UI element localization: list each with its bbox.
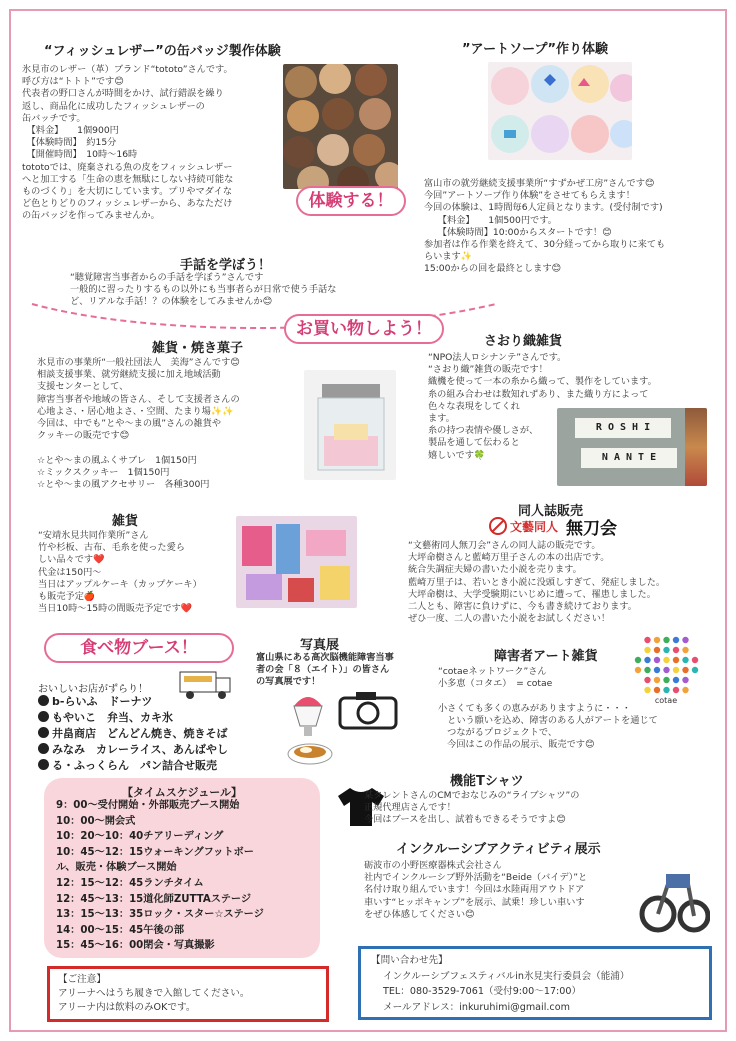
text-line: ものづくり」を大切にしています。プリやマダイな [22,186,233,198]
cotae-dot [663,637,669,643]
text-line: 支援センターとして、 [37,381,129,393]
text-line: “NPO法人ロシナンテ”さんです。 [428,352,567,363]
text-line: 織機を使って一本の糸から織って、製作をしています。 [428,376,657,388]
curry-icon [286,734,334,766]
notice-box [47,966,329,1022]
food-item-label: る・ふっくらん パン詰合せ販売 [52,759,217,772]
fish-badges-photo [283,64,398,189]
fish-title: “フィッシュレザー”の缶バッジ製作体験 [44,44,281,59]
text-line: 当日10時〜15時の間販売予定です❤️ [38,603,193,615]
text-line: つながるプロジェクトで、 [438,727,558,738]
text-line: 製品を通して伝わると [428,437,520,449]
text-line: 相談支援事業、就労継続支援に加え地域活動 [37,369,221,381]
text-line: 糸の組み合わせは数知れずあり、また織り方によって [428,388,649,400]
food-item [38,758,298,774]
notice-line-1: アリーナへはうち履きで入館してください。 [58,988,250,999]
text-line: 代表者の野口さんが時間をかけ、試行錯誤を繰り [22,88,224,100]
text-line: 大坪命樹は、大学受験期にいじめに遭って、罹患しました。 [408,588,656,600]
text-line: 社内でインクルーシブ野外活動を“Beide（バイデ）”と [364,872,588,884]
text-line: 大坪命樹さんと藍崎万里子さんの本の出店です。 [408,552,610,564]
cotae-dot [682,647,688,653]
text-line: という願いを込め、障害のある人がアートを通じて [438,714,658,726]
wheelchair-icon [638,864,710,934]
text-line: しい品々です❤️ [38,554,105,566]
taiken-badge: 体験する！ [296,186,406,216]
inclusive-title: インクルーシブアクティビティ展示 [396,842,601,857]
food-badge: 食べ物ブース！ [44,633,234,663]
cotae-dot [682,637,688,643]
cotae-dot [644,637,650,643]
schedule-row: ル、販売・体験ブース開始 [56,862,177,874]
no-symbol-icon [488,516,508,536]
bullet-icon [38,695,49,706]
cotae-dot [673,657,679,663]
text-line: へと加工する「生命の恵を無駄にしない持続可能な [22,173,234,185]
text-line: 嬉しいです🍀 [428,449,486,461]
cookie-jar-photo [304,370,396,480]
text-line: 15:00からの回を最終とします😊 [424,263,562,275]
shuwa-title: 手話を学ぼう！ [180,258,272,273]
text-line: クッキーの販売です😊 [37,430,130,442]
zakka2-text [38,530,266,615]
soap-title: ”アートソープ”作り体験 [462,42,609,57]
text-line: 今回は、中でも”とや〜まの風”さんの雑貨や [37,418,222,430]
text-line: ぜひ一度、二人の書いた小説をお試しください！ [408,613,611,625]
inclusive-text [364,860,644,921]
text-line: ☆とや〜まの風ふくサブレ 1個150円 [37,454,197,466]
text-line: 色々な表現をしてくれ [428,400,520,412]
text-line: “cotaeネットワーク”さん [438,666,547,677]
schedule-row: 10：45〜12：15ウォーキングフットボー [56,846,254,858]
text-line: “安靖氷見共同作業所”さん [38,530,149,541]
tshirt-text [364,790,644,827]
logo-text: 文藝同人 [510,520,559,534]
cotae-dot [673,637,679,643]
cotae-dot [654,637,660,643]
text-line: 富山市の就労継続支援事業所“すずかぜ工房”さんです😊 [424,178,655,189]
doujin-text [408,540,718,625]
fish-text [22,64,284,223]
food-item [38,742,298,758]
text-line: “文藝術同人無刀会”さんの同人誌の販売です。 [408,540,601,551]
schedule-row: 10：00〜開会式 [56,815,136,827]
cotae-dot [673,647,679,653]
saori-title: さおり織雑貨 [484,334,563,349]
kaimono-badge: お買い物しよう！ [284,314,444,344]
text-line: 代金は150円〜 [38,566,102,578]
sign-top: R O S H I [575,418,671,438]
text-line: 返し、商品化に成功したフィッシュレザーの [22,100,205,112]
text-line: も販売予定🍎 [38,591,96,603]
soap-text [424,178,724,276]
text-line: 氷見市のレザー（革）ブランド“tototo”さんです。 [22,64,233,75]
cotae-dot [654,647,660,653]
bullet-icon [38,743,49,754]
food-item-label: もやいこ 弁当、カキ氷 [52,711,173,724]
schedule-row: 15：45〜16：00閉会・写真撮影 [56,940,215,952]
cotae-dot [663,647,669,653]
schedule-box [44,778,320,958]
text-line: “さおり織”雑貨の販売です！ [428,364,548,376]
text-line: ど色とりどりのフィッシュレザーから、あなただけ [22,198,233,210]
bullet-icon [38,759,49,770]
text-line: “聴覚障害当事者からの手話を学ぼう”さんです [70,272,264,283]
badges-image-icon [283,64,398,189]
text-line: 二人とも、障害に負けずに、今も書き続けております。 [408,601,637,613]
schedule-row: 12：15〜12：45ランチタイム [56,877,204,889]
cotae-dot [692,657,698,663]
cotae-caption: cotae [654,696,678,705]
notice-line-2: アリーナ内は飲料のみOKです。 [58,1002,196,1013]
text-line: 統合失調症夫婦の書いた小説を売ります。 [408,564,582,576]
schedule-rows [56,798,264,954]
text-line: 氷見市の事業所“一般社団法人 美海”さんです😊 [37,357,240,368]
text-line: ☆ミックスクッキー 1個150円 [37,466,170,478]
contact-box [358,946,712,1020]
text-line: 【料金】 1個900円 [22,125,119,137]
text-line: 名付け取り組んでいます！今回は水陸両用アウトドア [364,884,585,896]
schedule-row: 13：15〜13：35ロック・スター☆ステージ [56,909,264,921]
text-line: 小多恵（コタエ） = cotae [438,678,553,690]
food-list [38,694,298,774]
food-item [38,694,298,710]
doujin-title: 同人誌販売 [518,504,584,519]
text-line: 呼び方は“トトト”です😊 [22,76,124,88]
contact-tel[interactable]: TEL：080-3529-7061（受付9:00〜17:00） [383,986,582,997]
cotae-dot [635,657,641,663]
text-line: 糸の持つ表情や優しさが、 [428,425,539,437]
cotae-dot [644,657,650,663]
text-line: 【体験時間】 約15分 [22,137,117,149]
woven-cloth-icon [685,408,707,486]
schedule-title: 【タイムスケジュール】 [121,786,243,799]
text-line: 【開催時間】 10時〜16時 [22,149,138,161]
roshinante-photo [557,408,707,486]
text-line: ど、リアルな手話！？の体験をしてみませんか😊 [70,296,273,308]
schedule-row: 14：00〜15：45午後の部 [56,924,185,936]
cotae-dot [663,657,669,663]
schedule-row: 9：00〜受付開始・外部販売ブース開始 [56,800,240,811]
food-item [38,710,298,726]
text-line: 障害当事者や地域の皆さん、そして支援者さんの [37,393,240,405]
text-line: 竹や杉板、古布、毛糸を使った愛ら [38,542,185,554]
text-line: 缶バッチです。 [22,112,86,124]
bullet-icon [38,711,49,722]
text-line: 富山県にある高次脳機能障害当事 [256,652,394,663]
food-item-label: みなみ カレーライス、あんばやし [52,743,228,756]
text-line: 参加者は作る作業を終えて、30分経ってから取りに来ても [424,239,666,251]
bullet-icon [38,727,49,738]
schedule-row: 10：20〜10：40チアリーディング [56,831,224,843]
mutoukai-logo [488,514,628,538]
text-line: の缶バッジを作ってみませんか。 [22,210,160,222]
text-line: 【料金】 1個500円です。 [424,214,557,226]
text-line: 今回はこの作品の展示、販売です😊 [438,739,595,751]
crafts-image-icon [236,516,357,608]
text-line: 一般的に習ったりするもの以外にも当事者らが日常で使う手話な [70,284,337,296]
text-line: 某タレントさんのCMでおなじみの“ライブシャツ”の [364,790,580,801]
crafts-photo [236,516,357,608]
text-line: ます。 [428,413,455,425]
text-line: ☆とや〜まの風アクセサリー 各種300円 [37,479,210,491]
text-line: 【体験時間】10:00からスタートです！😊 [424,226,612,238]
zakka1-title: 雑貨・焼き菓子 [152,341,244,356]
sign-bottom: N A N T E [581,448,677,468]
text-line: 正規代理店さんです！ [364,802,456,814]
contact-mail[interactable]: メールアドレス：inkuruhimi@gmail.com [383,1001,570,1013]
text-line: 当日はアップルケーキ（カップケーキ） [38,578,202,590]
schedule-row: 12：45〜13：15道化師ZUTTAステージ [56,893,252,905]
camera-icon [336,688,400,732]
text-line: 今回の体験は、1時間毎6人定員となります。(受付制です) [424,202,663,214]
soap-image-icon [488,62,632,160]
zakka2-title: 雑貨 [112,514,139,529]
art-title: 障害者アート雑貨 [494,649,598,664]
contact-title: 【問い合わせ先】 [371,955,448,966]
text-line: 今回はブースを出し、試着もできるそうですよ😊 [364,814,566,826]
food-item-label: b-らいふ ドーナツ [52,695,153,708]
zakka1-text [37,357,322,491]
text-line [37,442,322,454]
logo-brush: 無刀会 [566,519,617,539]
food-item-label: 井畠商店 どんどん焼き、焼きそば [52,727,228,740]
cookie-jar-icon [304,370,396,480]
text-line: 車いす“ヒッポキャンプ”を展示、試乗！珍しい車いす [364,896,585,908]
photo-title: 写真展 [300,638,340,653]
food-intro: おいしいお店がずらり！ [38,684,148,695]
text-line: 小さくても多くの恵みがありますように・・・ [438,702,631,714]
cotae-dot [654,657,660,663]
text-line: 今回”アートソープ作り体験”をさせてもらえます！ [424,190,635,202]
notice-title: 【ご注意】 [58,974,106,985]
cotae-dot [682,657,688,663]
food-item [38,726,298,742]
text-line: 者の会「８（エイト）」の皆さん [256,664,390,676]
text-line: 心地よさ、・居心地よさ、・空間、たまり場✨✨ [37,405,234,417]
text-line: 藍崎万里子は、若いとき小説に没頭しすぎて、発症しました。 [408,576,666,588]
text-line: 砺波市の小野医療器株式会社さん [364,860,502,871]
text-line: tototoでは、廃棄される魚の皮をフィッシュレザー [22,161,233,173]
art-text [438,666,718,751]
contact-org: インクルーシブフェスティバルin氷見実行委員会（能浦） [383,970,630,982]
photo-text [256,652,416,689]
text-line: らいます✨ [424,251,473,263]
cotae-dot [644,647,650,653]
text-line: の写真展です！ [256,676,321,688]
tshirt-title: 機能Tシャツ [450,774,524,789]
soap-photo [488,62,632,160]
text-line: をぜひ体感してください😊 [364,908,475,920]
text-line [438,690,718,702]
